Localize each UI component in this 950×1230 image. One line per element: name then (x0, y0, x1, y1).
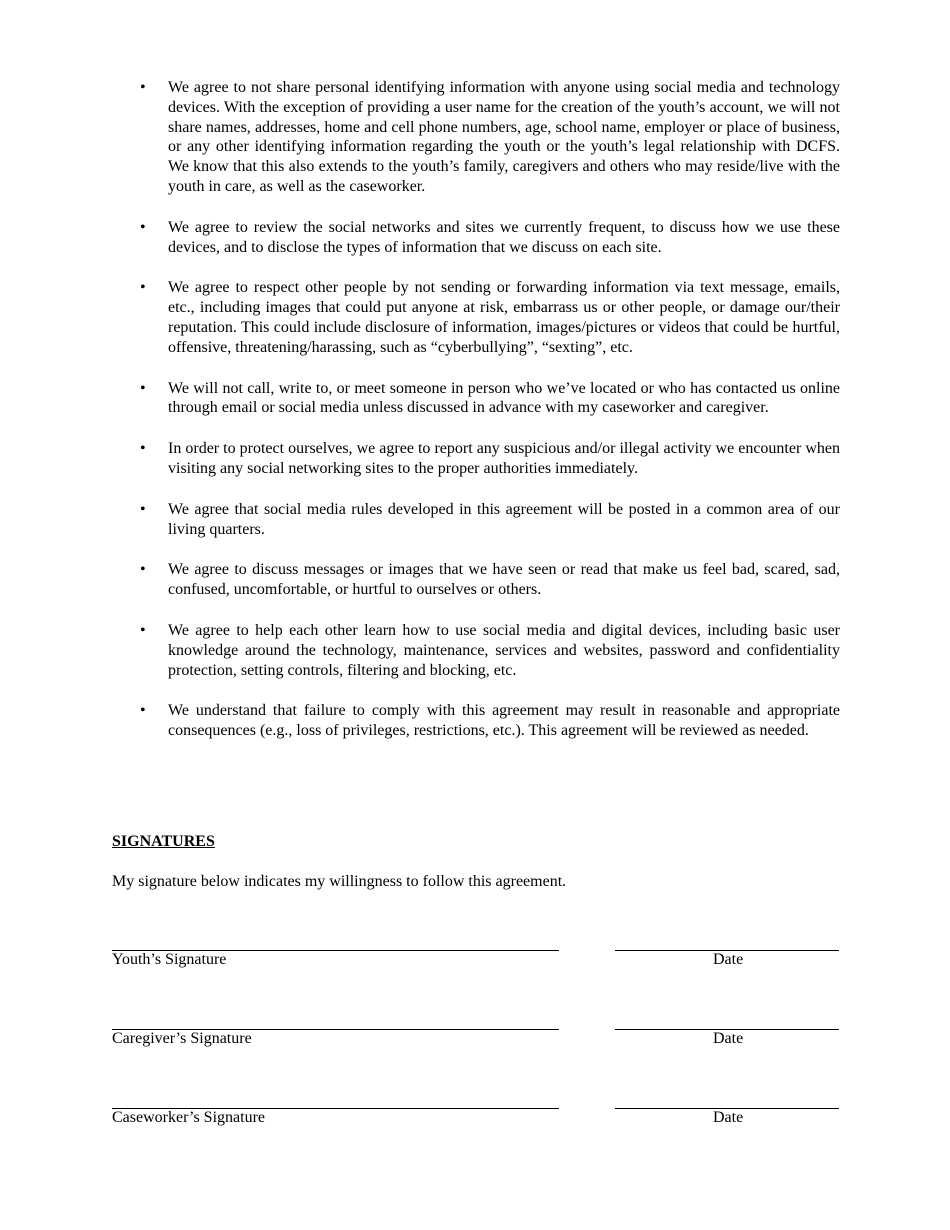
bullet-icon: • (140, 561, 146, 579)
agreement-item-review-networks (140, 218, 840, 258)
caseworker-signature-label: Caseworker’s Signature (112, 1109, 265, 1126)
agreement-item-text: In order to protect ourselves, we agree to report any suspicious and/or illegal activity we encounter when visiting any social networking sites to the proper authorities immediately. (168, 440, 840, 477)
caregiver-signature-label: Caregiver’s Signature (112, 1030, 252, 1047)
agreement-item-text: We agree to not share personal identifying information with anyone using social media and technology devices. With the exception of providing a user name for the creation of the youth’s account, we will not share names, addresses, home and cell phone numbers, age, school name, employer or place of business, or any other identifying information regarding the youth or the youth’s legal relationship with DCFS. We know that this also extends to the youth’s family, caregivers and others who may reside/live with the youth in care, as well as the caseworker. (168, 79, 840, 195)
bullet-icon: • (140, 279, 146, 297)
bullet-icon: • (140, 702, 146, 720)
agreement-list (140, 78, 840, 762)
agreement-item-text: We agree to review the social networks and sites we currently frequent, to discuss how we use these devices, and to disclose the types of information that we discuss on each site. (168, 218, 840, 256)
agreement-item-consequences (140, 701, 840, 741)
caregiver-date-label: Date (713, 1030, 744, 1047)
bullet-icon: • (140, 440, 146, 458)
agreement-item-text: We agree to help each other learn how to use social media and digital devices, including basic user knowledge around the technology, maintenance, services and websites, password and confidentiality protection, setting controls, filtering and blocking, etc. (168, 621, 840, 679)
bullet-icon: • (140, 500, 146, 518)
agreement-item-help-learn (140, 621, 840, 680)
signatures-intro: My signature below indicates my willingness to follow this agreement. (112, 873, 567, 890)
youth-date-label: Date (713, 951, 744, 968)
bullet-icon: • (140, 218, 146, 236)
bullet-icon: • (140, 379, 146, 397)
agreement-item-post-rules (140, 500, 840, 540)
agreement-item-text: We understand that failure to comply with this agreement may result in reasonable and appropriate consequences (e.g., loss of privileges, restrictions, etc.). This agreement will be reviewed as needed. (168, 702, 840, 740)
agreement-item-no-meeting (140, 379, 840, 419)
agreement-item-text: We agree that social media rules developed in this agreement will be posted in a common area of our living quarters. (168, 500, 840, 538)
signatures-heading: SIGNATURES (112, 833, 215, 850)
bullet-icon: • (140, 621, 146, 639)
agreement-item-text: We agree to respect other people by not sending or forwarding information via text message, emails, etc., including images that could put anyone at risk, embarrass us or other people, or damage our/their reputation. This could include disclosure of information, images/pictures or videos that could be hurtful, offensive, threatening/harassing, such as “cyberbullying”, “sexting”, etc. (168, 279, 840, 356)
youth-signature-label: Youth’s Signature (112, 951, 227, 968)
caseworker-date-label: Date (713, 1109, 744, 1126)
agreement-item-respect-others (140, 278, 840, 357)
agreement-item-personal-info (140, 78, 840, 197)
agreement-item-text: We agree to discuss messages or images that we have seen or read that make us feel bad, scared, sad, confused, uncomfortable, or hurtful to ourselves or others. (168, 561, 840, 599)
agreement-item-discuss-messages (140, 560, 840, 600)
bullet-icon: • (140, 79, 146, 96)
agreement-item-text: We will not call, write to, or meet someone in person who we’ve located or who has contacted us online through email or social media unless discussed in advance with my caseworker and caregiver. (168, 379, 840, 417)
agreement-item-report-activity (140, 439, 840, 479)
